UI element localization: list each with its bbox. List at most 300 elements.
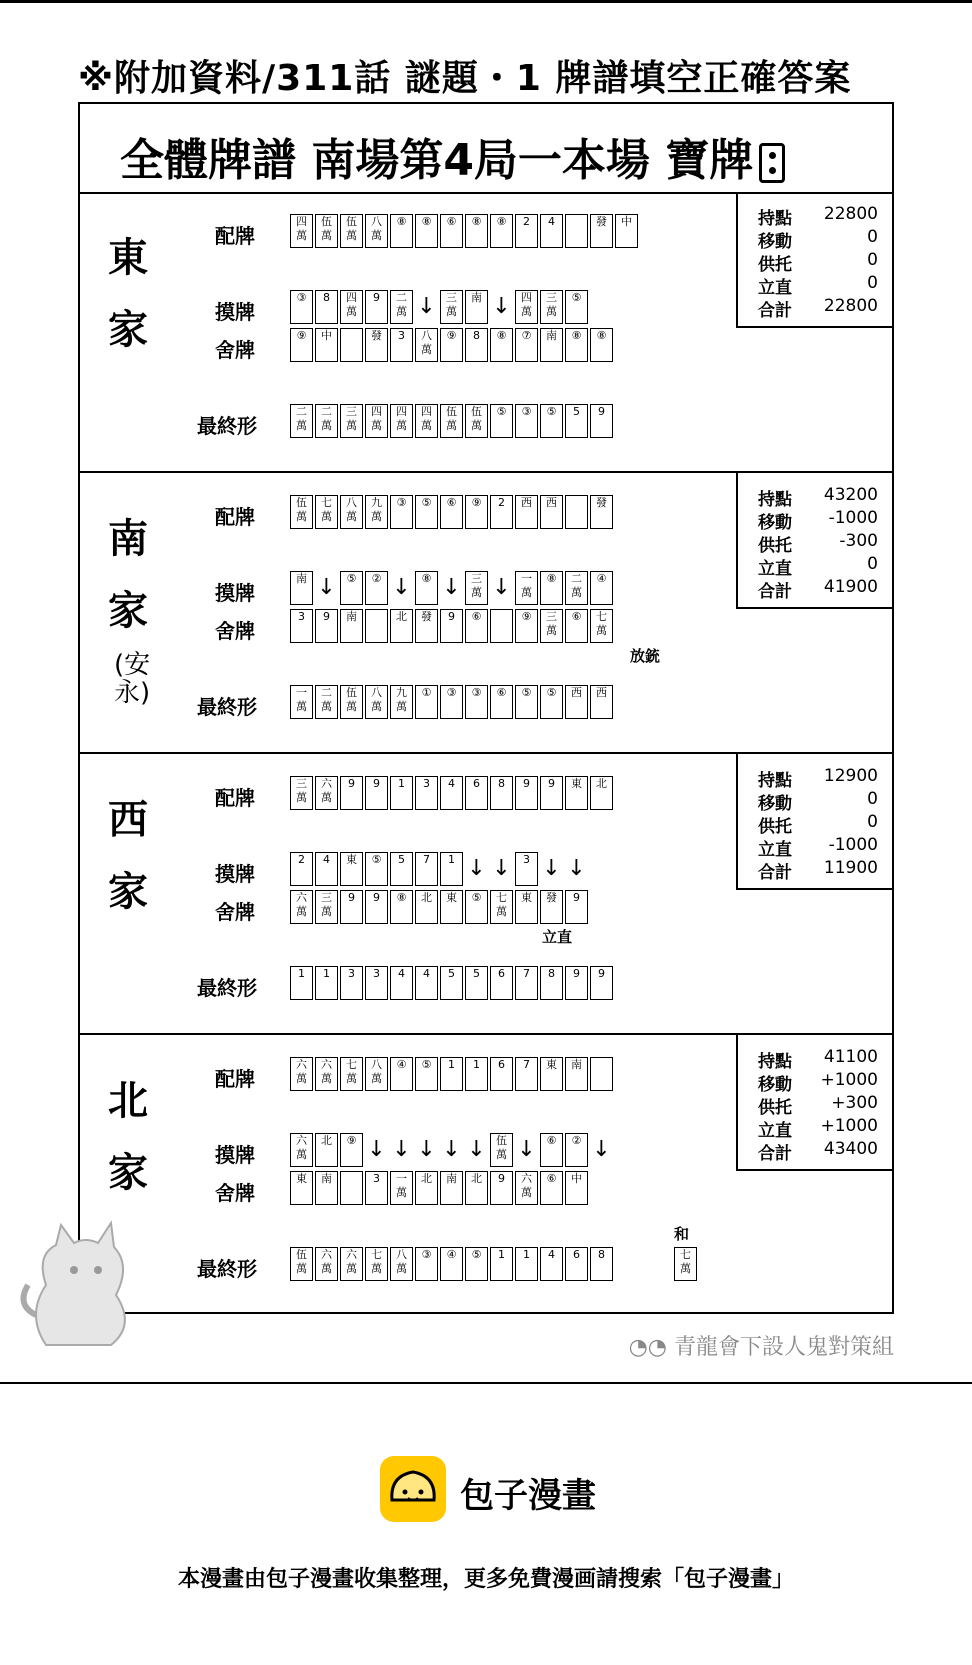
score-row [758,273,878,298]
mahjong-tile: 9 [590,966,613,1000]
mahjong-tile: ⑤ [490,404,513,438]
mahjong-tile: ⑨ [290,328,313,362]
haipai-label: 配牌 [215,224,255,248]
mahjong-tile: 北 [315,1133,338,1167]
mahjong-tile: 9 [365,290,388,324]
score-key: 立直 [758,278,792,298]
mahjong-tile: ⑧ [590,328,613,362]
mahjong-tile: 3 [340,966,363,1000]
score-box [736,192,892,328]
final-label: 最終形 [197,414,257,438]
mahjong-tile: ⑤ [540,404,563,438]
mahjong-tile: 2 [290,852,313,886]
mahjong-tile: 1 [440,852,463,886]
arrow-down-icon: ↓ [542,856,561,881]
mahjong-tile: 東 [565,776,588,810]
mahjong-tile: ④ [390,1057,413,1091]
score-box [736,473,892,609]
score-row [758,250,878,275]
final-label: 最終形 [197,1257,257,1281]
score-value: 41100 [823,1047,878,1067]
mahjong-tile: 5 [390,852,413,886]
table-header [80,104,892,194]
mahjong-tile: 三萬 [340,404,363,438]
top-rule [0,0,972,3]
arrow-down-icon: ↓ [317,575,336,600]
mahjong-tile: 4 [315,852,338,886]
mahjong-tile: 七萬 [590,609,613,643]
seat-section [80,754,892,1035]
mahjong-tile [590,1057,613,1091]
draw-label: 摸牌 [215,581,255,605]
mahjong-tile: 9 [340,776,363,810]
seat-name [108,503,151,708]
mahjong-tile: 北 [390,609,413,643]
mahjong-tile: ⑤ [565,290,588,324]
app-name: 包子漫畫 [460,1476,596,1516]
mahjong-tile: 南 [290,571,313,605]
mahjong-tile: 四萬 [290,214,313,248]
arrow-down-icon: ↓ [392,1137,411,1162]
score-key: 供托 [758,255,792,275]
score-row [758,1093,878,1118]
mahjong-tile: 七萬 [340,1057,363,1091]
score-key: 移動 [758,794,792,814]
mahjong-tile: ⑧ [465,214,488,248]
chat-icon: ◔◔ [628,1335,674,1360]
score-value: -1000 [828,508,878,528]
mahjong-tile: 伍萬 [465,404,488,438]
mahjong-tile: 伍萬 [440,404,463,438]
score-row [758,296,878,321]
mahjong-tile: ⑧ [390,214,413,248]
mahjong-tile: 三萬 [465,571,488,605]
score-value: 22800 [823,296,878,316]
mahjong-tile: ② [565,1133,588,1167]
mahjong-tile: 二萬 [315,685,338,719]
mahjong-tile: 5 [440,966,463,1000]
score-value: 0 [867,227,878,247]
mahjong-tile [490,609,513,643]
mahjong-tile: ⑧ [565,328,588,362]
mahjong-tile: 七萬 [490,890,513,924]
mahjong-tile: 3 [390,328,413,362]
mahjong-tile: 伍萬 [290,495,313,529]
score-row [758,227,878,252]
seat-name [108,222,148,366]
discard-label: 舍牌 [215,338,255,362]
mahjong-tile: 9 [515,776,538,810]
score-value: 12900 [823,766,878,786]
seat-name [108,1065,148,1209]
mahjong-tile: 南 [440,1171,463,1205]
mahjong-tile: 9 [590,404,613,438]
discard-label: 舍牌 [215,900,255,924]
mahjong-tile: ⑦ [515,328,538,362]
seat-char-1: 西 [108,797,148,843]
arrow-down-icon: ↓ [392,575,411,600]
mahjong-tile: ⑧ [540,571,563,605]
score-box [736,754,892,890]
mahjong-tile: 西 [540,495,563,529]
mahjong-tile: 六萬 [290,1133,313,1167]
record-table [78,102,894,1314]
draw-label: 摸牌 [215,862,255,886]
score-value: 0 [867,554,878,574]
arrow-down-icon: ↓ [517,1137,536,1162]
mahjong-tile: 一萬 [390,1171,413,1205]
mahjong-tile: ⑤ [340,571,363,605]
arrow-down-icon: ↓ [467,1137,486,1162]
mahjong-tile: 中 [565,1171,588,1205]
score-key: 持點 [758,771,792,791]
win-label: 和 [674,1225,690,1243]
seat-char-1: 南 [108,516,148,562]
mahjong-tile: 六萬 [315,1057,338,1091]
mahjong-tile: ⑥ [490,685,513,719]
final-label: 最終形 [197,695,257,719]
score-key: 合計 [758,863,792,883]
mahjong-tile: 9 [365,890,388,924]
mahjong-tile: 西 [590,685,613,719]
haipai-label: 配牌 [215,1067,255,1091]
player-name: (安永) [114,650,151,708]
arrow-down-icon: ↓ [492,294,511,319]
mahjong-tile: 9 [565,890,588,924]
mahjong-tile: 9 [440,609,463,643]
mahjong-tile: 8 [465,328,488,362]
score-value: 11900 [823,858,878,878]
mahjong-tile: ③ [290,290,313,324]
arrow-down-icon: ↓ [417,1137,436,1162]
mahjong-tile: 2 [490,495,513,529]
mahjong-tile: 八萬 [340,495,363,529]
mahjong-tile: 1 [440,1057,463,1091]
mahjong-tile: 6 [565,1247,588,1281]
score-value: -300 [839,531,878,551]
score-row [758,485,878,510]
mahjong-tile: 7 [515,966,538,1000]
mahjong-tile: 四萬 [515,290,538,324]
mahjong-tile [565,495,588,529]
mahjong-tile: 二萬 [290,404,313,438]
mahjong-tile: 東 [540,1057,563,1091]
mahjong-tile: 三萬 [540,290,563,324]
mahjong-tile: 伍萬 [490,1133,513,1167]
mahjong-tile: 發 [590,214,613,248]
arrow-down-icon: ↓ [367,1137,386,1162]
mahjong-tile: 東 [340,852,363,886]
cat-character-image [16,1215,166,1355]
mahjong-tile: 1 [515,1247,538,1281]
mahjong-tile: 八萬 [365,1057,388,1091]
mahjong-tile: 3 [290,609,313,643]
mahjong-tile: ⑤ [540,685,563,719]
mahjong-tile: 發 [415,609,438,643]
header-text [120,124,785,188]
mahjong-tile: 南 [540,328,563,362]
mahjong-tile: ⑨ [340,1133,363,1167]
mahjong-tile: 二萬 [390,290,413,324]
haipai-label: 配牌 [215,786,255,810]
score-value: 22800 [823,204,878,224]
score-key: 移動 [758,232,792,252]
mahjong-tile: ⑧ [490,328,513,362]
mahjong-tile: 伍萬 [315,214,338,248]
score-row [758,531,878,556]
score-key: 供托 [758,817,792,837]
mahjong-tile: 中 [615,214,638,248]
score-value: 43200 [823,485,878,505]
mahjong-tile: 北 [415,1171,438,1205]
footer-text: 本漫畫由包子漫畫收集整理，更多免費漫画請搜索「包子漫畫」 [177,1567,794,1592]
score-row [758,1139,878,1164]
mahjong-tile: ⑤ [365,852,388,886]
score-key: 立直 [758,840,792,860]
mahjong-tile: 中 [315,328,338,362]
score-key: 立直 [758,559,792,579]
mahjong-tile: 北 [415,890,438,924]
mahjong-tile: ③ [440,685,463,719]
mahjong-tile [340,328,363,362]
score-row [758,508,878,533]
score-row [758,577,878,602]
mahjong-tile: 一萬 [515,571,538,605]
score-row [758,835,878,860]
watermark-text [629,1330,894,1361]
mahjong-tile: 9 [315,609,338,643]
score-value: 0 [867,789,878,809]
score-key: 合計 [758,1144,792,1164]
mahjong-tile: 3 [365,966,388,1000]
mahjong-tile: 東 [290,1171,313,1205]
mahjong-tile: 六萬 [515,1171,538,1205]
mahjong-tile: 八萬 [390,1247,413,1281]
mahjong-tile: ⑨ [465,495,488,529]
mahjong-tile: 北 [590,776,613,810]
score-value: -1000 [828,835,878,855]
mahjong-tile: 西 [515,495,538,529]
mahjong-tile: ⑤ [415,495,438,529]
mahjong-tile: 南 [565,1057,588,1091]
mahjong-tile: 二萬 [315,404,338,438]
score-value: 0 [867,812,878,832]
score-value: +1000 [820,1070,878,1090]
mahjong-tile: 六萬 [290,890,313,924]
arrow-down-icon: ↓ [467,856,486,881]
arrow-down-icon: ↓ [417,294,436,319]
mahjong-tile: 南 [465,290,488,324]
mahjong-tile: 六萬 [315,776,338,810]
mahjong-tile: 8 [590,1247,613,1281]
mahjong-tile: 東 [515,890,538,924]
score-key: 供托 [758,536,792,556]
score-key: 合計 [758,301,792,321]
mahjong-tile: ⑥ [565,609,588,643]
score-value: 43400 [823,1139,878,1159]
score-row [758,766,878,791]
mahjong-tile: 東 [440,890,463,924]
mahjong-tile: 7 [415,852,438,886]
discard-note: 立直 [542,928,573,946]
mahjong-tile: ⑧ [390,890,413,924]
arrow-down-icon: ↓ [442,1137,461,1162]
mahjong-tile: 六萬 [315,1247,338,1281]
score-row [758,1116,878,1141]
score-row [758,858,878,883]
mahjong-tile: ⑤ [515,685,538,719]
score-row [758,1047,878,1072]
mahjong-tile: 8 [315,290,338,324]
mahjong-tile: 發 [365,328,388,362]
score-key: 持點 [758,490,792,510]
mahjong-tile: ⑨ [515,609,538,643]
score-key: 持點 [758,209,792,229]
mahjong-tile: 六萬 [340,1247,363,1281]
mahjong-tile: 1 [490,1247,513,1281]
arrow-down-icon: ↓ [592,1137,611,1162]
score-key: 持點 [758,1052,792,1072]
mahjong-tile: 4 [390,966,413,1000]
mahjong-tile: 6 [490,1057,513,1091]
mahjong-tile [565,214,588,248]
score-value: 0 [867,250,878,270]
dora-tile [759,143,785,183]
score-value: +300 [831,1093,878,1113]
mahjong-tile: 1 [290,966,313,1000]
score-value: 0 [867,273,878,293]
mahjong-tile: 4 [440,776,463,810]
seat-char-2: 家 [108,869,148,915]
arrow-down-icon: ↓ [492,856,511,881]
score-key: 移動 [758,513,792,533]
mahjong-tile: 9 [490,1171,513,1205]
mahjong-tile: 四萬 [365,404,388,438]
seat-char-2: 家 [108,588,148,634]
mahjong-tile: ⑥ [540,1171,563,1205]
seat-section [80,473,892,754]
mahjong-tile: ⑧ [415,214,438,248]
mahjong-tile: 9 [365,776,388,810]
mahjong-tile: ⑥ [465,609,488,643]
mahjong-tile: 6 [490,966,513,1000]
mahjong-tile: 三萬 [540,609,563,643]
seat-name [108,784,148,928]
mahjong-tile: 2 [515,214,538,248]
mahjong-tile: 九萬 [365,495,388,529]
score-box [736,1035,892,1171]
mahjong-tile: ③ [465,685,488,719]
mahjong-tile: ③ [390,495,413,529]
mahjong-tile: 四萬 [340,290,363,324]
mahjong-tile: 1 [390,776,413,810]
mahjong-tile: 八萬 [365,214,388,248]
seat-char-1: 北 [108,1078,148,1124]
mahjong-tile: 5 [565,404,588,438]
mahjong-tile: 八萬 [365,685,388,719]
header-title: 全體牌譜 南場第4局一本場 寶牌 [120,135,754,186]
haipai-label: 配牌 [215,505,255,529]
mahjong-tile: 九萬 [390,685,413,719]
score-key: 立直 [758,1121,792,1141]
mahjong-tile: 7 [515,1057,538,1091]
draw-label: 摸牌 [215,300,255,324]
mahjong-tile: 9 [340,890,363,924]
mahjong-tile: 四萬 [415,404,438,438]
mahjong-tile: ⑧ [415,571,438,605]
mahjong-tile: 1 [465,1057,488,1091]
mahjong-tile: 六萬 [290,1057,313,1091]
score-row [758,554,878,579]
mahjong-tile: 6 [465,776,488,810]
mahjong-tile: 4 [540,214,563,248]
mahjong-tile: ② [365,571,388,605]
mahjong-tile: 三萬 [315,890,338,924]
mahjong-tile: 一萬 [290,685,313,719]
watermark-label: 青龍會下設人鬼對策組 [673,1335,894,1360]
mahjong-tile: 七萬 [315,495,338,529]
mahjong-tile: 3 [365,1171,388,1205]
seat-section [80,1035,892,1316]
mahjong-tile: 北 [465,1171,488,1205]
score-row [758,204,878,229]
baozi-logo-icon [380,1456,446,1522]
mahjong-tile: 南 [340,609,363,643]
discard-label: 舍牌 [215,619,255,643]
mahjong-tile: ③ [415,1247,438,1281]
mahjong-tile: 8 [490,776,513,810]
mahjong-tile: ⑥ [440,495,463,529]
mahjong-tile: 二萬 [565,571,588,605]
mahjong-tile: 4 [540,1247,563,1281]
mahjong-tile: 三萬 [440,290,463,324]
discard-note: 放銃 [630,647,661,665]
mahjong-tile: ⑨ [440,328,463,362]
mahjong-tile: ③ [515,404,538,438]
mahjong-tile: 八萬 [415,328,438,362]
mahjong-tile: 3 [515,852,538,886]
mahjong-tile: 4 [415,966,438,1000]
score-value: +1000 [820,1116,878,1136]
mahjong-tile: 伍萬 [290,1247,313,1281]
discard-label: 舍牌 [215,1181,255,1205]
mahjong-tile: 四萬 [390,404,413,438]
mahjong-tile: 三萬 [290,776,313,810]
mahjong-tile: ④ [440,1247,463,1281]
final-label: 最終形 [197,976,257,1000]
draw-label: 摸牌 [215,1143,255,1167]
score-row [758,1070,878,1095]
mahjong-tile: 1 [315,966,338,1000]
score-row [758,812,878,837]
mahjong-tile: 七萬 [365,1247,388,1281]
mahjong-tile: ④ [590,571,613,605]
mahjong-tile: 伍萬 [340,685,363,719]
mahjong-tile: ⑥ [440,214,463,248]
bottom-rule [0,1382,972,1384]
mahjong-tile: ⑤ [415,1057,438,1091]
mahjong-tile: ⑧ [490,214,513,248]
mahjong-tile: 發 [590,495,613,529]
score-key: 移動 [758,1075,792,1095]
seat-char-2: 家 [108,1150,148,1196]
score-key: 合計 [758,582,792,602]
winning-tile: 七萬 [674,1247,697,1281]
mahjong-tile: ⑤ [465,1247,488,1281]
mahjong-tile: 3 [415,776,438,810]
page-title: ※附加資料/311話 謎題・1 牌譜填空正確答案 [78,58,852,99]
mahjong-tile: 西 [565,685,588,719]
